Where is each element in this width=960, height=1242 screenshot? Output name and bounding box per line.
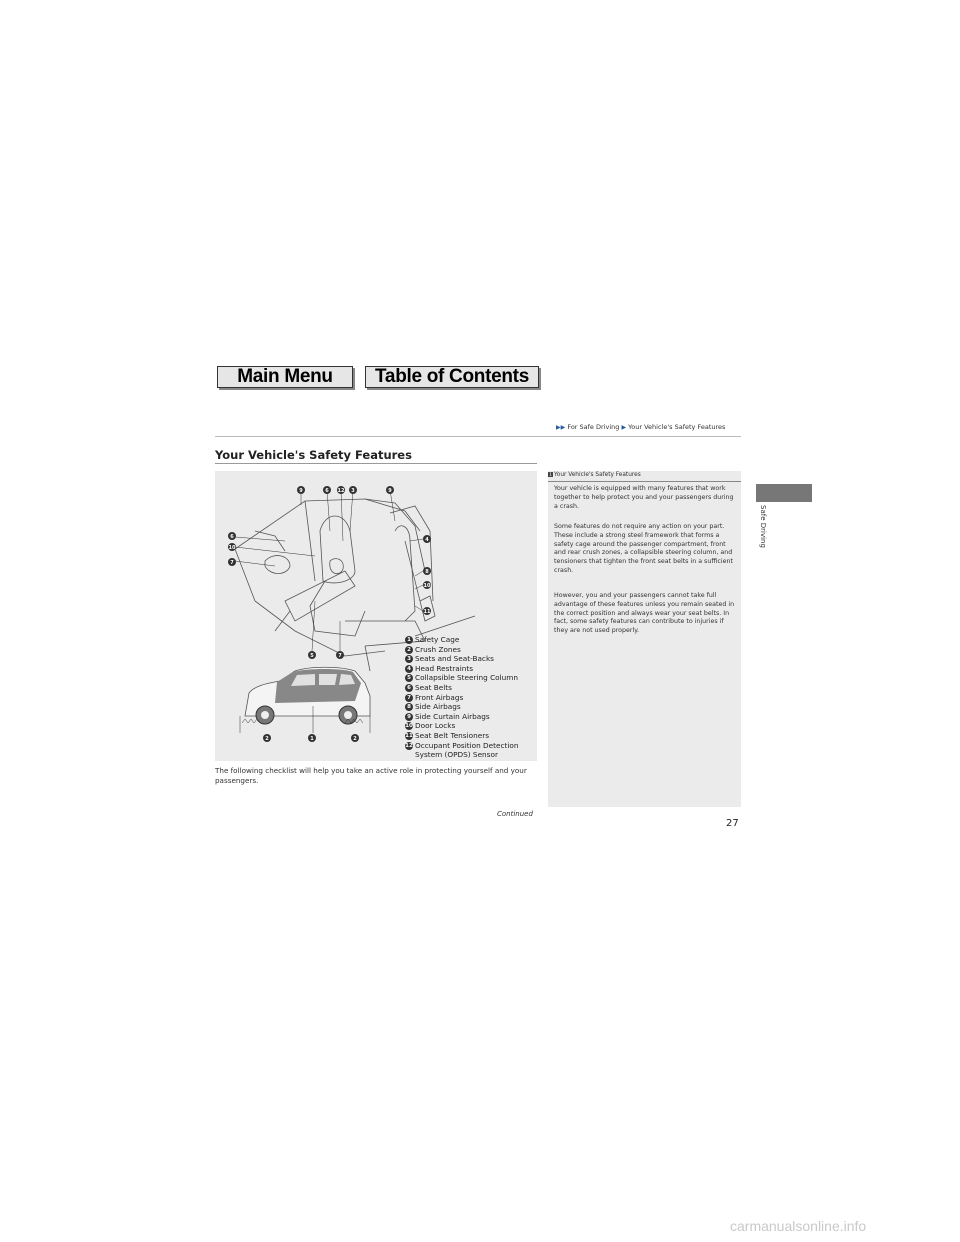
number-badge-icon: 10	[405, 723, 413, 730]
sidebar-heading-text: Your Vehicle's Safety Features	[554, 472, 641, 478]
title-divider	[215, 463, 537, 464]
svg-text:10: 10	[228, 545, 236, 551]
section-tab[interactable]	[756, 484, 812, 502]
breadcrumb-arrow-icon: ▶	[621, 424, 627, 431]
sidebar-divider	[548, 481, 741, 482]
svg-text:11: 11	[423, 609, 431, 615]
svg-text:5: 5	[310, 653, 314, 659]
safety-features-figure	[215, 471, 537, 761]
number-badge-icon: 11	[405, 732, 413, 739]
legend-item	[405, 721, 531, 731]
number-badge-icon: 8	[405, 703, 413, 711]
legend-label: Seats and Seat-Backs	[415, 654, 494, 664]
legend-label: Front Airbags	[415, 692, 464, 702]
svg-text:12: 12	[337, 488, 345, 494]
number-badge-icon: 5	[405, 674, 413, 682]
legend-label: Occupant Position Detection System (OPDS) Sensor	[415, 740, 519, 760]
sidebar-heading	[548, 472, 641, 478]
legend-item	[405, 693, 531, 703]
header-divider	[215, 436, 741, 437]
breadcrumb-arrow-icon: ▶▶	[556, 424, 566, 431]
svg-text:3: 3	[351, 488, 355, 494]
page-number: 27	[726, 818, 739, 829]
legend-item	[405, 645, 531, 655]
legend-label: Side Airbags	[415, 702, 461, 712]
svg-text:2: 2	[353, 736, 357, 742]
svg-text:8: 8	[425, 569, 429, 575]
number-badge-icon: 3	[405, 655, 413, 663]
legend	[405, 635, 531, 760]
legend-label: Safety Cage	[415, 635, 460, 644]
legend-label: Side Curtain Airbags	[415, 711, 490, 721]
legend-label: Crush Zones	[415, 644, 461, 654]
breadcrumb	[556, 423, 725, 431]
number-badge-icon: 2	[405, 646, 413, 654]
svg-text:2: 2	[265, 736, 269, 742]
watermark: carmanualsonline.info	[730, 1218, 867, 1234]
legend-label: Head Restraints	[415, 663, 474, 673]
number-badge-icon: 12	[405, 742, 413, 749]
body-paragraph: The following checklist will help you take an active role in protecting yourself and your passengers.	[215, 766, 527, 785]
continued-label: Continued	[497, 810, 533, 818]
legend-item	[405, 702, 531, 712]
sidebar-paragraph: Your vehicle is equipped with many features that work together to help protect you and your passengers during a crash.	[554, 485, 734, 510]
svg-text:6: 6	[325, 488, 329, 494]
legend-item	[405, 635, 531, 645]
svg-text:9: 9	[299, 488, 303, 494]
legend-item	[405, 712, 531, 722]
svg-text:1: 1	[310, 736, 314, 742]
sidebar-paragraph: However, you and your passengers cannot take full advantage of these features unless you remain seated in the correct position and always wear your seat belts. In fact, some safety features can contribute to injuries if they are not used properly.	[554, 592, 735, 635]
svg-text:4: 4	[425, 537, 429, 543]
breadcrumb-page: Your Vehicle's Safety Features	[628, 423, 726, 431]
legend-item	[405, 673, 531, 683]
legend-label: Seat Belt Tensioners	[415, 730, 490, 740]
main-menu-button[interactable]: Main Menu	[217, 366, 353, 388]
legend-label: Door Locks	[415, 721, 456, 731]
svg-text:7: 7	[338, 653, 342, 659]
sidebar-paragraph: Some features do not require any action on your part. These include a strong steel framework that forms a safety cage around the passenger compartment, front and rear crush zones, a collapsible steering column, and tensioners that tighten the front seat belts in a sufficient crash.	[554, 523, 733, 574]
page-title: Your Vehicle's Safety Features	[215, 448, 412, 462]
number-badge-icon: 4	[405, 665, 413, 673]
svg-text:6: 6	[230, 534, 234, 540]
number-badge-icon: 9	[405, 713, 413, 721]
number-badge-icon: 1	[405, 636, 413, 644]
number-badge-icon: 7	[405, 694, 413, 702]
svg-text:10: 10	[423, 583, 431, 589]
sidebar-note	[548, 471, 741, 807]
breadcrumb-section[interactable]: For Safe Driving	[567, 423, 620, 431]
legend-label: Seat Belts	[415, 682, 452, 692]
note-marker-icon: 1	[549, 472, 552, 477]
legend-label: Collapsible Steering Column	[415, 673, 519, 683]
section-tab-label	[756, 505, 770, 555]
legend-item	[405, 683, 531, 693]
legend-item	[405, 654, 531, 664]
legend-item	[405, 664, 531, 674]
table-of-contents-button[interactable]: Table of Contents	[365, 366, 539, 388]
number-badge-icon: 6	[405, 684, 413, 692]
legend-item	[405, 731, 531, 741]
svg-text:7: 7	[230, 560, 234, 566]
legend-item	[405, 741, 531, 760]
svg-text:9: 9	[388, 488, 392, 494]
section-tab-text: Safe Driving	[759, 505, 767, 548]
